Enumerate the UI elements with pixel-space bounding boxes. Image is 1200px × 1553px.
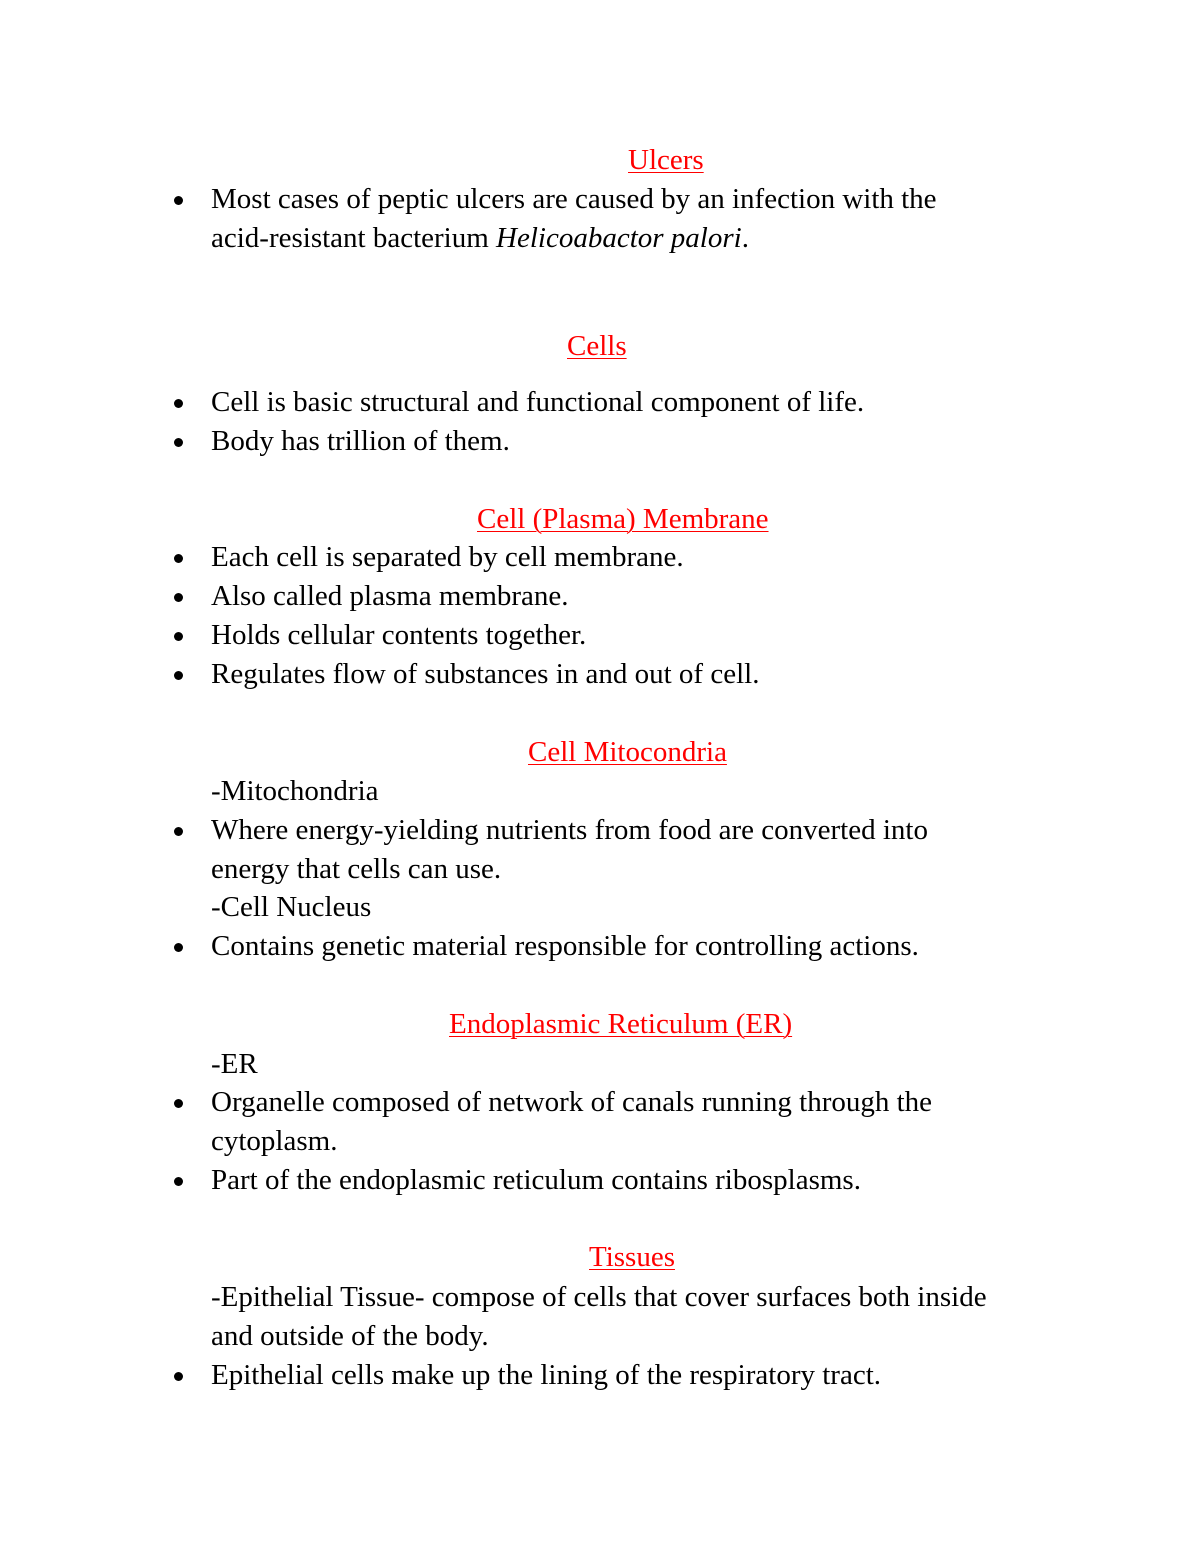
- tissues-item-1: Epithelial cells make up the lining of the respiratory tract.: [211, 1359, 882, 1391]
- bullet-icon: [174, 554, 183, 563]
- bullet-icon: [174, 1099, 183, 1108]
- tissues-subheading-line-1: -Epithelial Tissue- compose of cells that cover surfaces both inside: [211, 1281, 987, 1313]
- er-item-1-line-1: Organelle composed of network of canals running through the: [211, 1086, 933, 1118]
- bullet-icon: [174, 943, 183, 952]
- membrane-item-2: Also called plasma membrane.: [211, 580, 569, 612]
- bullet-icon: [174, 438, 183, 447]
- bullet-icon: [174, 399, 183, 408]
- section-heading-ulcers: Ulcers: [628, 144, 704, 176]
- membrane-item-1: Each cell is separated by cell membrane.: [211, 541, 684, 573]
- bullet-icon: [174, 632, 183, 641]
- bullet-icon: [174, 827, 183, 836]
- ulcers-item-1-line-1: Most cases of peptic ulcers are caused by an infection with the: [211, 183, 937, 215]
- bullet-icon: [174, 1177, 183, 1186]
- section-heading-mitochondria: Cell Mitocondria: [528, 736, 727, 768]
- er-subheading: -ER: [211, 1048, 258, 1080]
- section-heading-membrane: Cell (Plasma) Membrane: [477, 503, 769, 535]
- bacterium-name: Helicoabactor palori: [496, 222, 742, 254]
- cells-item-1: Cell is basic structural and functional component of life.: [211, 386, 865, 418]
- section-heading-tissues: Tissues: [589, 1241, 675, 1273]
- bullet-icon: [174, 1372, 183, 1381]
- section-heading-er: Endoplasmic Reticulum (ER): [449, 1008, 793, 1040]
- bullet-icon: [174, 593, 183, 602]
- er-item-1-line-2: cytoplasm.: [211, 1125, 338, 1157]
- cells-item-2: Body has trillion of them.: [211, 425, 510, 457]
- bullet-icon: [174, 671, 183, 680]
- ulcers-item-1-text: acid-resistant bacterium: [211, 222, 497, 254]
- membrane-item-4: Regulates flow of substances in and out of cell.: [211, 658, 760, 690]
- ulcers-item-1-line-2: [211, 224, 749, 253]
- mitochondria-item-1-line-2: energy that cells can use.: [211, 853, 502, 885]
- bullet-icon: [174, 196, 183, 205]
- membrane-item-3: Holds cellular contents together.: [211, 619, 587, 651]
- nucleus-item-1: Contains genetic material responsible for controlling actions.: [211, 930, 919, 962]
- tissues-subheading-line-2: and outside of the body.: [211, 1320, 489, 1352]
- nucleus-subheading: -Cell Nucleus: [211, 891, 372, 923]
- ulcers-item-1-period: .: [741, 222, 749, 254]
- mitochondria-subheading: -Mitochondria: [211, 775, 379, 807]
- er-item-2: Part of the endoplasmic reticulum contains ribosplasms.: [211, 1164, 861, 1196]
- mitochondria-item-1-line-1: Where energy-yielding nutrients from food are converted into: [211, 814, 928, 846]
- section-heading-cells: Cells: [567, 330, 627, 362]
